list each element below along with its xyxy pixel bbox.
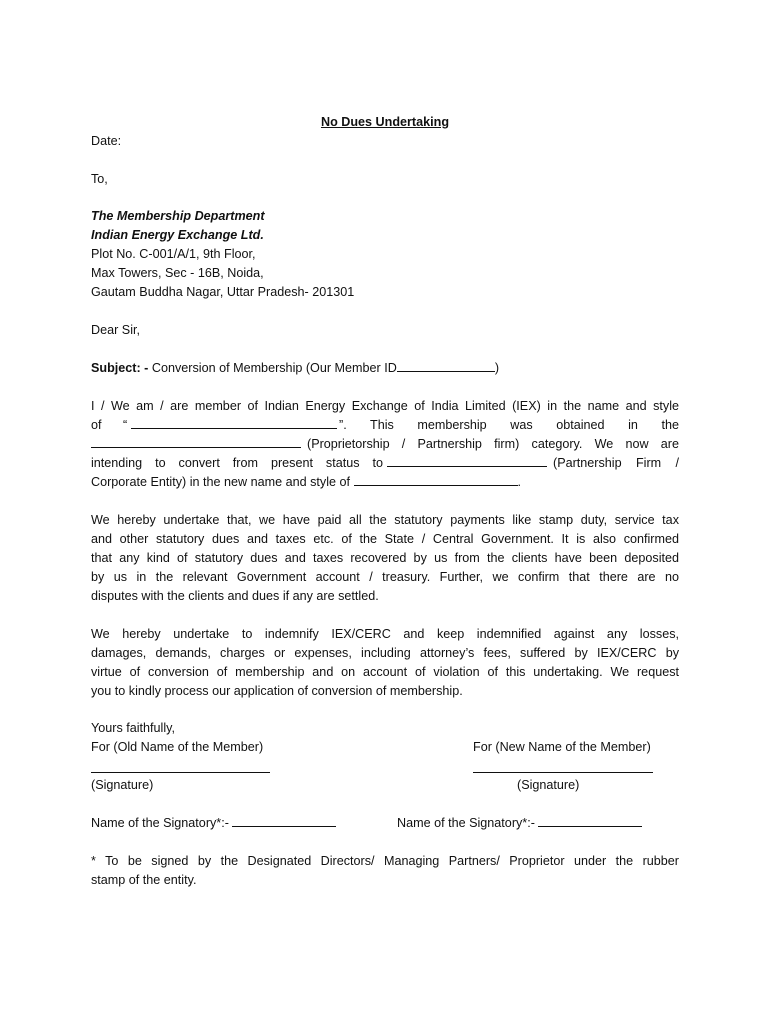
new-status-blank[interactable] xyxy=(387,455,547,467)
closing: Yours faithfully, xyxy=(91,721,176,735)
para1-of: of xyxy=(91,418,102,432)
para1-line-5 xyxy=(91,474,521,490)
para3-line-3: virtue of conversion of membership and on account of violation of this undertaking. We request xyxy=(91,665,679,679)
to-label: To, xyxy=(91,172,108,186)
old-member-label: For (Old Name of the Member) xyxy=(91,740,264,754)
footnote-line-1: * To be signed by the Designated Directors/ Managing Partners/ Proprietor under the rubber xyxy=(91,854,679,868)
signature-label-right: (Signature) xyxy=(517,778,580,792)
para2-line-2: and other statutory dues and taxes etc. of the State / Central Government. It is also confirmed xyxy=(91,532,679,546)
address-department: The Membership Department xyxy=(91,209,265,223)
para3-line-2: damages, demands, charges or expenses, including attorney’s fees, suffered by IEX/CERC by xyxy=(91,646,679,660)
para3-line-1: We hereby undertake to indemnify IEX/CERC and keep indemnified against any losses, xyxy=(91,627,679,641)
salutation: Dear Sir, xyxy=(91,323,140,337)
new-member-label: For (New Name of the Member) xyxy=(473,740,651,754)
old-member-signature-line[interactable] xyxy=(91,772,270,773)
para1-line-3-rest: (Proprietorship / Partnership firm) category. We now are xyxy=(307,437,679,451)
para1-open-quote: “ xyxy=(123,418,128,432)
new-member-signature-line[interactable] xyxy=(473,772,653,773)
member-id-blank[interactable] xyxy=(397,360,495,372)
para1-line-2 xyxy=(91,417,679,433)
signatory-label-right: Name of the Signatory*:- xyxy=(397,816,539,830)
address-company: Indian Energy Exchange Ltd. xyxy=(91,228,264,242)
address-line-1: Plot No. C-001/A/1, 9th Floor, xyxy=(91,247,256,261)
new-name-blank[interactable] xyxy=(354,474,518,486)
old-name-blank[interactable] xyxy=(131,417,337,429)
signature-label-left: (Signature) xyxy=(91,778,154,792)
para2-line-4: by us in the relevant Government account / treasury. Further, we confirm that there are no xyxy=(91,570,679,584)
para2-line-5: disputes with the clients and dues if any are settled. xyxy=(91,589,379,603)
signatory-label-left: Name of the Signatory*:- xyxy=(91,816,233,830)
date-label: Date: xyxy=(91,134,122,148)
para1-line-4-text: intending to convert from present status to xyxy=(91,456,383,470)
category-blank[interactable] xyxy=(91,436,301,448)
signatory-name-blank-left[interactable] xyxy=(232,815,336,827)
para3-line-4: you to kindly process our application of conversion of membership. xyxy=(91,684,463,698)
document-title: No Dues Undertaking xyxy=(320,115,450,129)
para1-line-5-end: . xyxy=(517,475,522,489)
para1-line-1: I / We am / are member of Indian Energy Exchange of India Limited (IEX) in the name and style xyxy=(91,399,679,413)
signatory-name-blank-right[interactable] xyxy=(538,815,642,827)
para2-line-3: that any kind of statutory dues and taxes recovered by us from the clients have been deposited xyxy=(91,551,679,565)
subject-text: Conversion of Membership (Our Member ID xyxy=(148,361,397,375)
para1-line-5-text: Corporate Entity) in the new name and style of xyxy=(91,475,351,489)
address-line-3: Gautam Buddha Nagar, Uttar Pradesh- 201301 xyxy=(91,285,355,299)
subject-close: ) xyxy=(494,361,500,375)
para2-line-1: We hereby undertake that, we have paid all the statutory payments like stamp duty, service tax xyxy=(91,513,679,527)
para1-line-4-rest: (Partnership Firm / xyxy=(553,456,679,470)
address-line-2: Max Towers, Sec - 16B, Noida, xyxy=(91,266,264,280)
signatory-right xyxy=(397,815,642,831)
para1-line-2-rest: ”. This membership was obtained in the xyxy=(339,418,679,432)
subject-line xyxy=(91,360,499,376)
subject-label: Subject: - xyxy=(91,361,149,375)
footnote-line-2: stamp of the entity. xyxy=(91,873,197,887)
signatory-left xyxy=(91,815,336,831)
